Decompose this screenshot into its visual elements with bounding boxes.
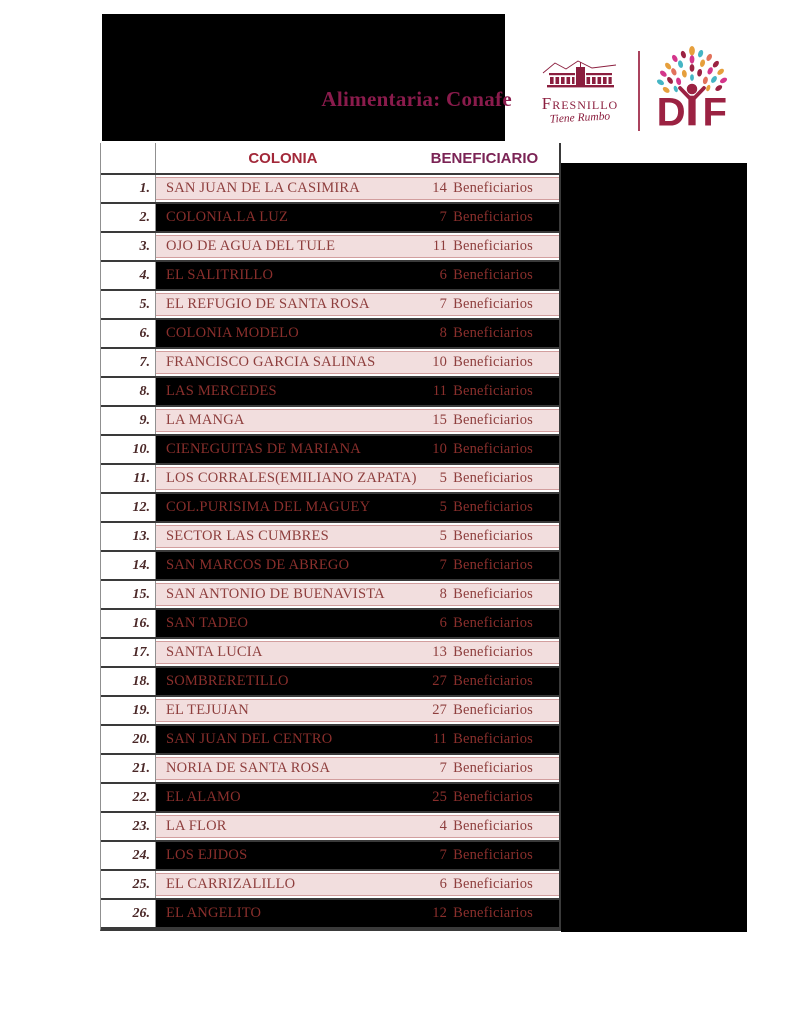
colonia-name: EL REFUGIO DE SANTA ROSA	[166, 296, 370, 312]
row-cell-inner	[156, 552, 559, 579]
beneficiario-count: 6	[439, 267, 448, 283]
table-row	[101, 320, 559, 349]
row-cell-inner	[156, 436, 559, 463]
beneficiario-count: 7	[439, 209, 448, 225]
table-row	[101, 523, 559, 552]
dif-letter-d: D	[656, 88, 686, 134]
beneficiario-value	[426, 209, 533, 226]
row-data-cell	[156, 262, 559, 289]
colonia-name: COLONIA.LA LUZ	[166, 209, 289, 225]
beneficiario-unit-word: Beneficiarios	[453, 441, 533, 457]
logo-divider	[638, 51, 640, 131]
table-row	[101, 726, 559, 755]
row-data-cell	[156, 668, 559, 695]
row-number: 25.	[101, 871, 156, 898]
row-data-cell	[156, 407, 559, 434]
row-data-cell	[156, 610, 559, 637]
beneficiario-value	[426, 238, 533, 255]
header-cells	[156, 143, 559, 173]
logo-group	[531, 44, 735, 138]
row-cell-inner	[156, 407, 559, 434]
table-row	[101, 813, 559, 842]
beneficiario-unit-word: Beneficiarios	[453, 325, 533, 341]
beneficiario-unit-word: Beneficiarios	[453, 180, 533, 196]
row-number: 17.	[101, 639, 156, 666]
beneficiario-value	[426, 760, 533, 777]
row-number: 16.	[101, 610, 156, 637]
row-cell-inner	[156, 523, 559, 550]
row-data-cell	[156, 494, 559, 521]
colonia-name: SOMBRERETILLO	[166, 673, 289, 689]
row-cell-inner	[156, 755, 559, 782]
colonia-name: OJO DE AGUA DEL TULE	[166, 238, 336, 254]
table-row	[101, 610, 559, 639]
row-number: 10.	[101, 436, 156, 463]
beneficiario-unit-word: Beneficiarios	[453, 470, 533, 486]
colonia-name: CIENEGUITAS DE MARIANA	[166, 441, 361, 457]
colonia-name: SAN MARCOS DE ABREGO	[166, 557, 350, 573]
colonia-name: SAN ANTONIO DE BUENAVISTA	[166, 586, 385, 602]
row-cell-inner	[156, 726, 559, 753]
row-data-cell	[156, 378, 559, 405]
colonia-name: SAN TADEO	[166, 615, 249, 631]
beneficiario-count: 10	[432, 441, 448, 457]
row-cell-inner	[156, 610, 559, 637]
beneficiario-value	[426, 383, 533, 400]
beneficiario-value	[426, 528, 533, 545]
beneficiario-count: 7	[439, 760, 448, 776]
row-number: 5.	[101, 291, 156, 318]
table-row	[101, 378, 559, 407]
beneficiario-count: 15	[432, 412, 448, 428]
row-data-cell	[156, 755, 559, 782]
table-row	[101, 262, 559, 291]
beneficiario-unit-word: Beneficiarios	[453, 528, 533, 544]
row-number: 2.	[101, 204, 156, 231]
table-row	[101, 552, 559, 581]
row-number: 23.	[101, 813, 156, 840]
row-cell-inner	[156, 465, 559, 492]
row-cell-inner	[156, 813, 559, 840]
beneficiario-count: 6	[439, 615, 448, 631]
table-row	[101, 755, 559, 784]
beneficiario-unit-word: Beneficiarios	[453, 702, 533, 718]
table-row	[101, 175, 559, 204]
dif-letter-f: F	[702, 88, 728, 134]
row-number: 24.	[101, 842, 156, 869]
beneficiario-unit-word: Beneficiarios	[453, 586, 533, 602]
beneficiario-count: 5	[439, 499, 448, 515]
row-cell-inner	[156, 378, 559, 405]
beneficiario-count: 27	[432, 673, 448, 689]
beneficiario-count: 14	[432, 180, 448, 196]
row-cell-inner	[156, 291, 559, 318]
beneficiario-unit-word: Beneficiarios	[453, 296, 533, 312]
row-number: 12.	[101, 494, 156, 521]
row-number: 8.	[101, 378, 156, 405]
table-row	[101, 407, 559, 436]
table-row	[101, 639, 559, 668]
row-number: 18.	[101, 668, 156, 695]
row-cell-inner	[156, 204, 559, 231]
beneficiario-unit-word: Beneficiarios	[453, 354, 533, 370]
row-number: 9.	[101, 407, 156, 434]
colonia-name: LA FLOR	[166, 818, 227, 834]
row-number: 11.	[101, 465, 156, 492]
colonia-name: EL ANGELITO	[166, 905, 262, 921]
beneficiario-value	[426, 354, 533, 371]
column-header-beneficiario: BENEFICIARIO	[430, 149, 539, 167]
table-row	[101, 349, 559, 378]
beneficiario-value	[426, 557, 533, 574]
colonia-name: EL SALITRILLO	[166, 267, 274, 283]
dif-tree-icon	[649, 44, 735, 134]
table-row	[101, 900, 559, 929]
beneficiario-value	[426, 325, 533, 342]
colonia-name: SAN JUAN DEL CENTRO	[166, 731, 333, 747]
beneficiario-unit-word: Beneficiarios	[453, 557, 533, 573]
beneficiario-count: 7	[439, 296, 448, 312]
row-data-cell	[156, 349, 559, 376]
beneficiario-unit-word: Beneficiarios	[453, 818, 533, 834]
row-number: 15.	[101, 581, 156, 608]
row-number: 7.	[101, 349, 156, 376]
beneficiario-count: 5	[439, 470, 448, 486]
beneficiario-value	[426, 818, 533, 835]
beneficiario-count: 12	[432, 905, 448, 921]
colonia-name: LOS EJIDOS	[166, 847, 248, 863]
beneficiario-value	[426, 644, 533, 661]
row-number: 22.	[101, 784, 156, 811]
row-number: 19.	[101, 697, 156, 724]
table-row	[101, 494, 559, 523]
beneficiario-count: 13	[432, 644, 448, 660]
colonia-name: SECTOR LAS CUMBRES	[166, 528, 329, 544]
beneficiario-value	[426, 673, 533, 690]
colonia-name: COL.PURISIMA DEL MAGUEY	[166, 499, 371, 515]
beneficiario-count: 8	[439, 325, 448, 341]
beneficiario-count: 7	[439, 557, 448, 573]
beneficiario-value	[426, 296, 533, 313]
beneficiario-unit-word: Beneficiarios	[453, 238, 533, 254]
row-cell-inner	[156, 494, 559, 521]
page-title: Alimentaria: Conafe	[321, 87, 512, 111]
beneficiario-count: 6	[439, 876, 448, 892]
table-row	[101, 436, 559, 465]
colonia-name: LAS MERCEDES	[166, 383, 277, 399]
row-data-cell	[156, 552, 559, 579]
row-cell-inner	[156, 842, 559, 869]
row-cell-inner	[156, 668, 559, 695]
row-cell-inner	[156, 175, 559, 202]
beneficiario-unit-word: Beneficiarios	[453, 760, 533, 776]
row-cell-inner	[156, 262, 559, 289]
table-row	[101, 233, 559, 262]
beneficiario-count: 11	[432, 731, 448, 747]
beneficiario-unit-word: Beneficiarios	[453, 876, 533, 892]
beneficiario-count: 27	[432, 702, 448, 718]
column-header-colonia: COLONIA	[248, 149, 318, 167]
row-cell-inner	[156, 639, 559, 666]
table-row	[101, 465, 559, 494]
row-cell-inner	[156, 784, 559, 811]
colonia-name: SAN JUAN DE LA CASIMIRA	[166, 180, 360, 196]
beneficiario-value	[426, 905, 533, 922]
beneficiario-count: 11	[432, 238, 448, 254]
beneficiario-unit-word: Beneficiarios	[453, 615, 533, 631]
row-data-cell	[156, 842, 559, 869]
beneficiario-count: 10	[432, 354, 448, 370]
beneficiario-count: 5	[439, 528, 448, 544]
row-number: 21.	[101, 755, 156, 782]
beneficiario-unit-word: Beneficiarios	[453, 905, 533, 921]
row-data-cell	[156, 581, 559, 608]
fresnillo-wordmark: Fresnillo	[541, 93, 619, 113]
beneficiario-value	[426, 412, 533, 429]
redaction-block-right	[561, 163, 747, 932]
beneficiario-unit-word: Beneficiarios	[453, 847, 533, 863]
row-number: 14.	[101, 552, 156, 579]
beneficiario-value	[426, 586, 533, 603]
colonia-name: FRANCISCO GARCIA SALINAS	[166, 354, 376, 370]
row-number: 4.	[101, 262, 156, 289]
row-cell-inner	[156, 697, 559, 724]
table-row	[101, 842, 559, 871]
beneficiario-count: 8	[439, 586, 448, 602]
beneficiario-value	[426, 267, 533, 284]
beneficiario-value	[426, 731, 533, 748]
row-data-cell	[156, 436, 559, 463]
beneficiario-unit-word: Beneficiarios	[453, 644, 533, 660]
row-data-cell	[156, 465, 559, 492]
beneficiario-unit-word: Beneficiarios	[453, 499, 533, 515]
row-data-cell	[156, 726, 559, 753]
beneficiario-value	[426, 847, 533, 864]
fresnillo-logo	[531, 58, 629, 125]
beneficiario-value	[426, 702, 533, 719]
table-header-row	[101, 143, 559, 175]
beneficiario-count: 4	[439, 818, 448, 834]
colonia-name: LOS CORRALES(EMILIANO ZAPATA)	[166, 470, 417, 486]
table-row	[101, 668, 559, 697]
colonia-name: SANTA LUCIA	[166, 644, 263, 660]
table-body	[101, 175, 559, 929]
beneficiario-value	[426, 441, 533, 458]
row-cell-inner	[156, 900, 559, 927]
beneficiario-value	[426, 615, 533, 632]
beneficiario-unit-word: Beneficiarios	[453, 209, 533, 225]
colonia-name: EL ALAMO	[166, 789, 241, 805]
fresnillo-tagline: Tiene Rumbo	[549, 110, 611, 126]
beneficiario-unit-word: Beneficiarios	[453, 383, 533, 399]
colonia-name: COLONIA MODELO	[166, 325, 299, 341]
table-row	[101, 291, 559, 320]
row-cell-inner	[156, 349, 559, 376]
beneficiario-count: 11	[432, 383, 448, 399]
colonia-name: LA MANGA	[166, 412, 245, 428]
row-data-cell	[156, 900, 559, 927]
row-number: 26.	[101, 900, 156, 927]
header-number-spacer	[101, 143, 156, 173]
beneficiario-value	[426, 499, 533, 516]
colonia-name: EL CARRIZALILLO	[166, 876, 296, 892]
beneficiario-value	[426, 789, 533, 806]
row-data-cell	[156, 175, 559, 202]
row-data-cell	[156, 639, 559, 666]
row-cell-inner	[156, 871, 559, 898]
row-data-cell	[156, 697, 559, 724]
colonia-name: EL TEJUJAN	[166, 702, 249, 718]
redaction-block-top	[102, 14, 505, 141]
beneficiario-count: 25	[432, 789, 448, 805]
row-number: 20.	[101, 726, 156, 753]
fresnillo-building-icon	[540, 58, 620, 90]
beneficiario-unit-word: Beneficiarios	[453, 673, 533, 689]
row-data-cell	[156, 291, 559, 318]
beneficiario-value	[426, 180, 533, 197]
beneficiario-value	[426, 470, 533, 487]
beneficiario-unit-word: Beneficiarios	[453, 412, 533, 428]
row-data-cell	[156, 871, 559, 898]
row-number: 13.	[101, 523, 156, 550]
row-data-cell	[156, 204, 559, 231]
row-number: 6.	[101, 320, 156, 347]
row-number: 3.	[101, 233, 156, 260]
row-number: 1.	[101, 175, 156, 202]
row-data-cell	[156, 233, 559, 260]
beneficiario-count: 7	[439, 847, 448, 863]
beneficiario-value	[426, 876, 533, 893]
table-row	[101, 697, 559, 726]
colonia-name: NORIA DE SANTA ROSA	[166, 760, 331, 776]
row-data-cell	[156, 523, 559, 550]
row-data-cell	[156, 320, 559, 347]
table-row	[101, 871, 559, 900]
beneficiario-unit-word: Beneficiarios	[453, 789, 533, 805]
table-row	[101, 581, 559, 610]
row-data-cell	[156, 813, 559, 840]
row-cell-inner	[156, 581, 559, 608]
table-row	[101, 784, 559, 813]
dif-logo	[649, 44, 735, 139]
beneficiaries-table	[100, 143, 561, 931]
row-cell-inner	[156, 233, 559, 260]
row-data-cell	[156, 784, 559, 811]
table-row	[101, 204, 559, 233]
row-cell-inner	[156, 320, 559, 347]
beneficiario-unit-word: Beneficiarios	[453, 731, 533, 747]
beneficiario-unit-word: Beneficiarios	[453, 267, 533, 283]
